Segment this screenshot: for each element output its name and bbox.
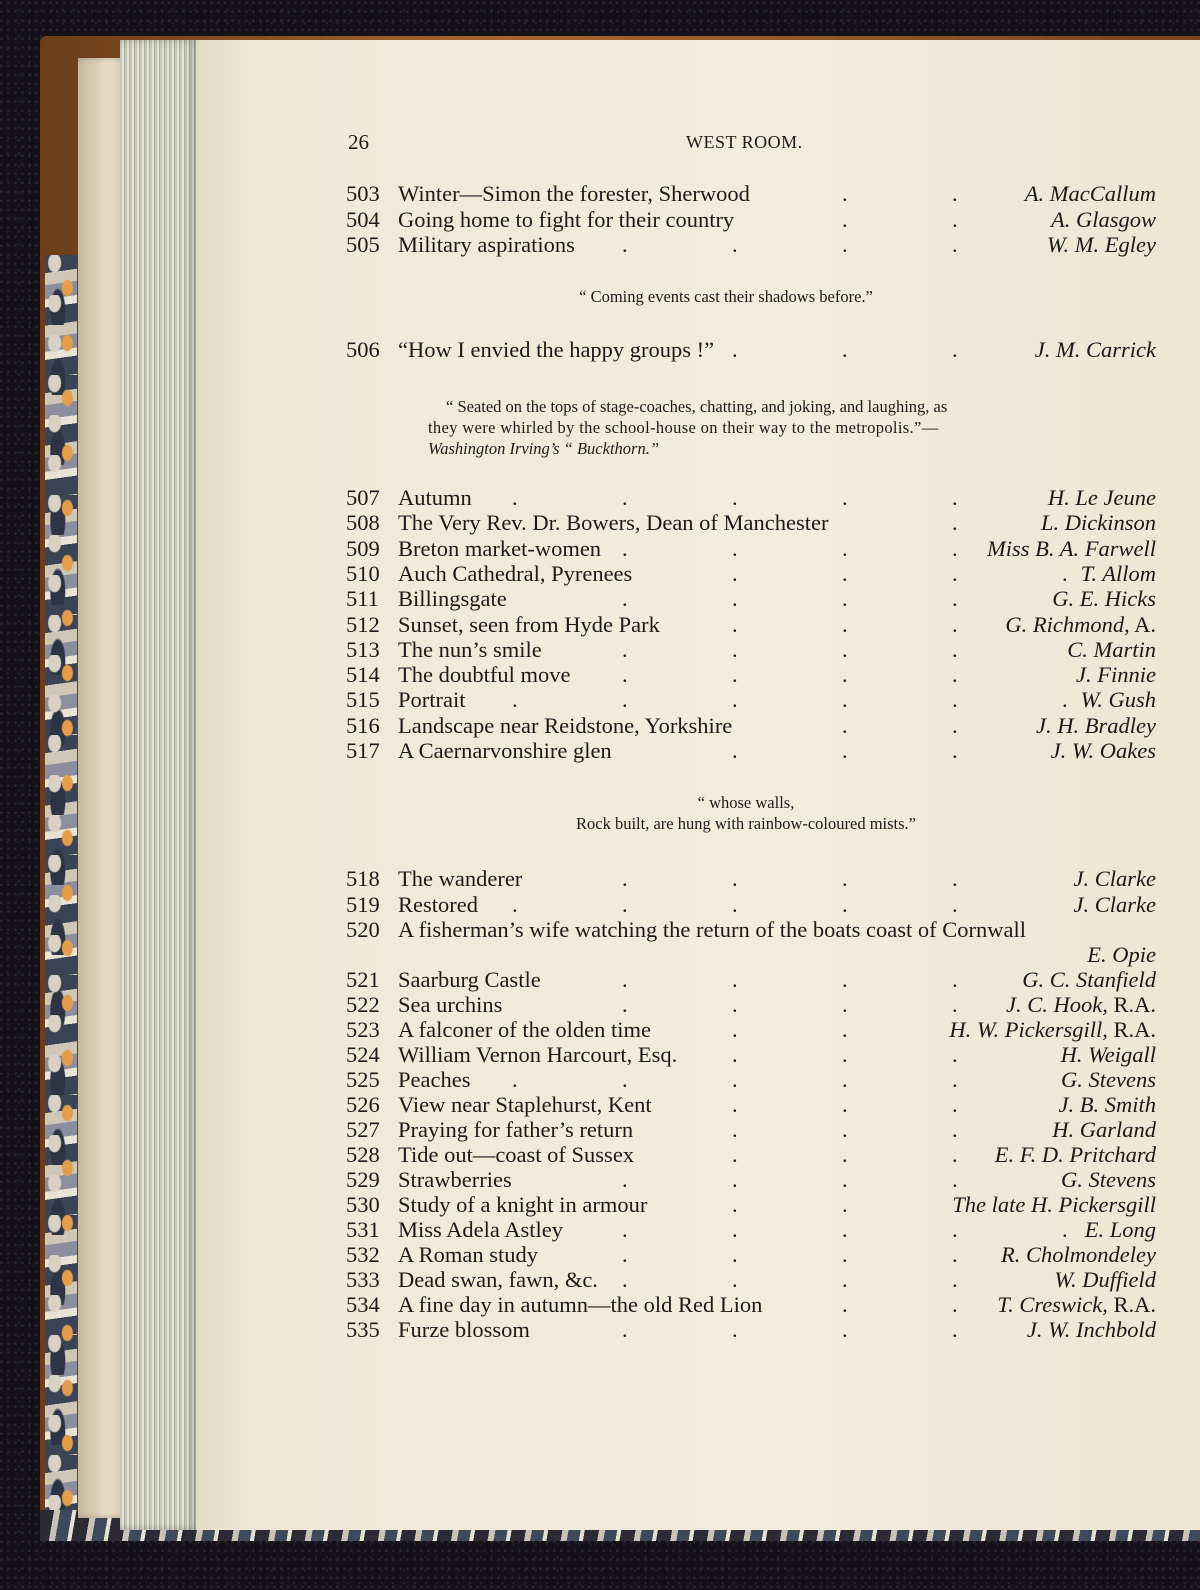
dot-leader: . — [952, 1067, 958, 1092]
dot-leader: . — [732, 1217, 738, 1242]
entry-number: 532 — [346, 1242, 380, 1267]
entry-title: Praying for father’s return — [398, 1117, 634, 1142]
dot-leader: . — [842, 1267, 848, 1292]
entry-title: The nun’s smile — [398, 636, 542, 662]
entry-number: 506 — [346, 337, 380, 362]
dot-leader: . — [732, 992, 738, 1017]
artist-name: J. Clarke — [1073, 866, 1156, 891]
page-edges — [120, 40, 200, 1530]
artist-name: W. Gush — [1080, 687, 1156, 713]
dot-leader: . — [1062, 560, 1068, 586]
entry-artist — [1085, 1217, 1156, 1243]
dot-leader: . — [732, 611, 738, 637]
dot-leader: . — [842, 1317, 848, 1342]
dot-leader: . — [842, 1092, 848, 1117]
entry-number: 526 — [346, 1092, 380, 1117]
dot-leader: . — [732, 1192, 738, 1217]
entry-number: 525 — [346, 1067, 380, 1092]
entry-artist — [1067, 637, 1156, 663]
entry-artist — [1006, 992, 1156, 1018]
artist-name: J. M. Carrick — [1034, 337, 1156, 362]
catalogue-entry — [346, 892, 1156, 918]
catalogue-entry — [346, 510, 1156, 536]
catalogue-entry — [346, 232, 1156, 258]
dot-leader: . — [952, 510, 958, 536]
dot-leader: . — [622, 586, 628, 612]
artist-name: G. E. Hicks — [1052, 586, 1156, 612]
entry-artist — [1061, 1042, 1156, 1068]
artist-distinction: R.A. — [1107, 992, 1156, 1017]
dot-leader: . — [952, 611, 958, 637]
dot-leader: . — [842, 1242, 848, 1267]
catalogue-entry — [346, 181, 1156, 207]
dot-leader: . — [842, 738, 848, 763]
catalogue-entry — [346, 586, 1156, 612]
entry-number: 505 — [346, 232, 380, 257]
dot-leader: . — [732, 1142, 738, 1167]
artist-name: T. Allom — [1080, 560, 1156, 586]
dot-leader: . — [842, 206, 848, 232]
dot-leader: . — [512, 891, 518, 917]
dot-leader: . — [732, 636, 738, 662]
dot-leader: . — [622, 891, 628, 917]
artist-distinction: A. — [1129, 611, 1156, 637]
dot-leader: . — [512, 1067, 518, 1092]
entry-artist — [952, 1192, 1156, 1218]
entry-artist — [1036, 713, 1156, 739]
entry-title: “How I envied the happy groups !” — [398, 337, 715, 362]
dot-leader: . — [1062, 1217, 1068, 1242]
dot-leader: . — [952, 485, 958, 510]
artist-name: A. Glasgow — [1050, 206, 1156, 232]
dot-leader: . — [842, 611, 848, 637]
entry-artist — [1061, 1167, 1156, 1193]
entry-artist: E. Opie — [1087, 942, 1156, 967]
entry-artist — [997, 1292, 1156, 1318]
dot-leader: . — [622, 636, 628, 662]
entry-title: A Caernarvonshire glen — [398, 738, 612, 763]
entry-number: 514 — [346, 662, 380, 688]
quote-irving-line1: “ Seated on the tops of stage-coaches, chatting, and joking, and laughing, as — [446, 397, 948, 416]
dot-leader: . — [732, 485, 738, 510]
artist-name: E. F. D. Pritchard — [994, 1142, 1156, 1167]
artist-name: C. Martin — [1067, 636, 1156, 662]
dot-leader: . — [732, 1267, 738, 1292]
entry-number: 531 — [346, 1217, 380, 1242]
dot-leader: . — [952, 1142, 958, 1167]
dot-leader: . — [842, 891, 848, 917]
dot-leader: . — [732, 232, 738, 257]
quote-irving-line3: Washington Irving’s “ Buckthorn.” — [428, 439, 660, 458]
artist-name: E. Long — [1084, 1217, 1156, 1242]
dot-leader: . — [842, 712, 848, 738]
entry-artist — [1081, 561, 1156, 587]
entry-artist — [1001, 1242, 1156, 1268]
entry-title: Sunset, seen from Hyde Park — [398, 611, 660, 637]
quote-irving — [428, 396, 1078, 459]
entry-title: A Roman study — [398, 1242, 539, 1267]
dot-leader: . — [1062, 687, 1068, 713]
entry-number: 522 — [346, 992, 380, 1017]
catalogue-entry — [346, 967, 1156, 993]
entry-number: 520 — [346, 917, 380, 942]
quote-mists-line1: “ whose walls, — [697, 793, 795, 812]
artist-name: A. MacCallum — [1024, 181, 1156, 206]
entry-number: 519 — [346, 891, 380, 917]
catalogue-entry — [346, 1292, 1156, 1318]
catalogue-entry — [346, 207, 1156, 233]
dot-leader: . — [842, 337, 848, 362]
entry-artist — [949, 1017, 1156, 1043]
catalogue-entry — [346, 536, 1156, 562]
entry-artist — [1005, 612, 1156, 638]
artist-name: H. Garland — [1052, 1117, 1156, 1142]
artist-name: G. C. Stanfield — [1022, 967, 1156, 992]
dot-leader: . — [622, 1317, 628, 1342]
entry-artist — [1047, 232, 1156, 258]
dot-leader: . — [732, 967, 738, 992]
dot-leader: . — [952, 1167, 958, 1192]
dot-leader: . — [732, 738, 738, 763]
dot-leader: . — [952, 1217, 958, 1242]
artist-name: J. B. Smith — [1058, 1092, 1156, 1117]
entry-title: The Very Rev. Dr. Bowers, Dean of Manchester — [398, 510, 829, 536]
dot-leader: . — [622, 1067, 628, 1092]
entry-title: Billingsgate — [398, 586, 507, 612]
dot-leader: . — [842, 232, 848, 257]
dot-leader: . — [952, 866, 958, 891]
dot-leader: . — [732, 1017, 738, 1042]
entry-title: Breton market-women — [398, 535, 602, 561]
dot-leader: . — [842, 1192, 848, 1217]
dot-leader: . — [622, 866, 628, 891]
dot-leader: . — [732, 1067, 738, 1092]
dot-leader: . — [842, 1017, 848, 1042]
entry-artist — [1025, 181, 1156, 207]
entry-artist — [1074, 892, 1156, 918]
dot-leader: . — [952, 992, 958, 1017]
dot-leader: . — [732, 1167, 738, 1192]
entry-title: Study of a knight in armour — [398, 1192, 648, 1217]
dot-leader: . — [732, 662, 738, 688]
dot-leader: . — [952, 535, 958, 561]
entry-artist — [1048, 485, 1156, 511]
catalogue-entry — [346, 1217, 1156, 1243]
entry-number: 518 — [346, 866, 380, 891]
dot-leader: . — [952, 891, 958, 917]
entry-number: 523 — [346, 1017, 380, 1042]
entry-artist — [1051, 738, 1156, 764]
artist-distinction: R.A. — [1107, 1292, 1156, 1317]
dot-leader: . — [732, 687, 738, 713]
dot-leader: . — [952, 636, 958, 662]
dot-leader: . — [622, 992, 628, 1017]
entry-title: The wanderer — [398, 866, 523, 891]
entry-title: Landscape near Reidstone, Yorkshire — [398, 712, 733, 738]
dot-leader: . — [842, 687, 848, 713]
page-number: 26 — [348, 130, 369, 154]
entry-title: Going home to fight for their country — [398, 206, 735, 232]
dot-leader: . — [842, 1117, 848, 1142]
catalogue-entry — [346, 1317, 1156, 1343]
dot-leader: . — [732, 866, 738, 891]
entry-artist — [1051, 207, 1156, 233]
entry-artist — [1061, 1067, 1156, 1093]
dot-leader: . — [952, 206, 958, 232]
dot-leader: . — [952, 232, 958, 257]
dot-leader: . — [842, 1042, 848, 1067]
entry-title: Winter—Simon the forester, Sherwood — [398, 181, 750, 206]
dot-leader: . — [732, 337, 738, 362]
entry-number: 528 — [346, 1142, 380, 1167]
entry-title: Strawberries — [398, 1167, 512, 1192]
catalogue-entry-520-artist-line — [346, 942, 1156, 968]
dot-leader: . — [732, 535, 738, 561]
entry-artist — [1027, 1317, 1156, 1343]
marbled-endpaper — [45, 255, 77, 1510]
dot-leader: . — [952, 1292, 958, 1317]
dot-leader: . — [952, 1117, 958, 1142]
entry-artist — [1052, 1117, 1156, 1143]
entry-title: A falconer of the olden time — [398, 1017, 652, 1042]
dot-leader: . — [622, 687, 628, 713]
artist-name: L. Dickinson — [1041, 510, 1156, 536]
dot-leader: . — [622, 535, 628, 561]
entry-number: 511 — [346, 586, 379, 612]
entry-title: Military aspirations — [398, 232, 575, 257]
dot-leader: . — [842, 485, 848, 510]
entry-number: 504 — [346, 206, 380, 232]
catalogue-page — [196, 40, 1200, 1530]
dot-leader: . — [842, 967, 848, 992]
artist-name: J. W. Inchbold — [1026, 1317, 1156, 1342]
artist-name: J. W. Oakes — [1050, 738, 1156, 763]
entry-artist — [1076, 662, 1156, 688]
entry-number: 507 — [346, 485, 380, 510]
entry-number: 534 — [346, 1292, 380, 1317]
dot-leader: . — [842, 1167, 848, 1192]
catalogue-entry — [346, 1267, 1156, 1293]
entry-number: 512 — [346, 611, 380, 637]
dot-leader: . — [512, 485, 518, 510]
dot-leader: . — [842, 586, 848, 612]
dot-leader: . — [952, 560, 958, 586]
artist-name: H. W. Pickersgill, — [949, 1017, 1108, 1042]
artist-name: J. Clarke — [1073, 891, 1156, 917]
dot-leader: . — [622, 1267, 628, 1292]
dot-leader: . — [732, 560, 738, 586]
quote-rainbow-mists — [496, 792, 996, 834]
entry-title: Furze blossom — [398, 1317, 530, 1342]
dot-leader: . — [842, 1067, 848, 1092]
entry-title: View near Staplehurst, Kent — [398, 1092, 652, 1117]
dot-leader: . — [842, 560, 848, 586]
dot-leader: . — [952, 1042, 958, 1067]
artist-name: Miss B. A. Farwell — [987, 535, 1156, 561]
entry-title: A fine day in autumn—the old Red Lion — [398, 1292, 763, 1317]
artist-distinction: R.A. — [1107, 1017, 1156, 1042]
catalogue-entry — [346, 1192, 1156, 1218]
entry-title: The doubtful move — [398, 662, 571, 688]
catalogue-entry — [346, 1117, 1156, 1143]
entry-title: Portrait — [398, 687, 466, 713]
dot-leader: . — [732, 1092, 738, 1117]
dot-leader: . — [952, 1092, 958, 1117]
artist-name: G. Stevens — [1061, 1067, 1156, 1092]
artist-name: J. H. Bradley — [1036, 712, 1156, 738]
entry-title: William Vernon Harcourt, Esq. — [398, 1042, 678, 1067]
catalogue-entry — [346, 1142, 1156, 1168]
entry-artist — [1059, 1092, 1156, 1118]
entry-title: Dead swan, fawn, &c. — [398, 1267, 598, 1292]
entry-artist — [1035, 337, 1156, 363]
entry-number: 509 — [346, 535, 380, 561]
entry-artist — [1022, 967, 1156, 993]
catalogue-entry — [346, 337, 1156, 363]
catalogue-entry — [346, 561, 1156, 587]
dot-leader: . — [952, 1242, 958, 1267]
catalogue-entry — [346, 662, 1156, 688]
entry-artist — [1041, 510, 1156, 536]
dot-leader: . — [842, 181, 848, 206]
catalogue-entry — [346, 866, 1156, 892]
entry-number: 533 — [346, 1267, 380, 1292]
artist-name: J. C. Hook, — [1006, 992, 1108, 1017]
entry-artist — [1054, 1267, 1156, 1293]
entry-artist — [995, 1142, 1156, 1168]
artist-name: The late H. Pickersgill — [952, 1192, 1156, 1217]
dot-leader: . — [842, 662, 848, 688]
artist-name: G. Stevens — [1061, 1167, 1156, 1192]
catalogue-entry — [346, 1067, 1156, 1093]
dot-leader: . — [952, 967, 958, 992]
dot-leader: . — [952, 1317, 958, 1342]
catalogue-entry — [346, 612, 1156, 638]
dot-leader: . — [622, 1167, 628, 1192]
dot-leader: . — [952, 712, 958, 738]
catalogue-entry — [346, 1092, 1156, 1118]
quote-irving-line2: they were whirled by the school-house on their way to the metropolis.”— — [428, 418, 939, 437]
dot-leader: . — [732, 586, 738, 612]
dot-leader: . — [622, 232, 628, 257]
dot-leader: . — [732, 891, 738, 917]
dot-leader: . — [952, 662, 958, 688]
catalogue-entry — [346, 687, 1156, 713]
catalogue-entry — [346, 992, 1156, 1018]
entry-number: 510 — [346, 560, 380, 586]
entry-title: Restored — [398, 891, 478, 917]
entry-title: Tide out—coast of Sussex — [398, 1142, 635, 1167]
entry-number: 503 — [346, 181, 380, 206]
dot-leader: . — [732, 1242, 738, 1267]
dot-leader: . — [842, 1217, 848, 1242]
entry-number: 517 — [346, 738, 380, 763]
entry-title: Auch Cathedral, Pyrenees — [398, 560, 633, 586]
entry-number: 508 — [346, 510, 380, 536]
entry-title: A fisherman’s wife watching the return of the boats coast of Cornwall — [398, 917, 1026, 942]
artist-name: G. Richmond, — [1005, 611, 1130, 637]
catalogue-entry — [346, 637, 1156, 663]
entry-title: Miss Adela Astley — [398, 1217, 564, 1242]
dot-leader: . — [952, 586, 958, 612]
entry-number: 513 — [346, 636, 380, 662]
entry-number: 535 — [346, 1317, 380, 1342]
running-head: WEST ROOM. — [686, 132, 803, 152]
catalogue-entry — [346, 1017, 1156, 1043]
dot-leader: . — [732, 1042, 738, 1067]
artist-name: W. Duffield — [1054, 1267, 1156, 1292]
entry-artist — [987, 536, 1156, 562]
quote-coming-events: “ Coming events cast their shadows before.” — [579, 287, 873, 306]
dot-leader: . — [842, 1142, 848, 1167]
dot-leader: . — [622, 485, 628, 510]
catalogue-entry — [346, 1042, 1156, 1068]
entry-number: 524 — [346, 1042, 380, 1067]
dot-leader: . — [952, 738, 958, 763]
dot-leader: . — [952, 181, 958, 206]
artist-name: H. Weigall — [1060, 1042, 1156, 1067]
catalogue-entry — [346, 1167, 1156, 1193]
dot-leader: . — [952, 1267, 958, 1292]
dot-leader: . — [622, 1217, 628, 1242]
artist-name: W. M. Egley — [1046, 232, 1156, 257]
dot-leader: . — [842, 636, 848, 662]
entry-number: 529 — [346, 1167, 380, 1192]
entry-number: 530 — [346, 1192, 380, 1217]
dot-leader: . — [952, 337, 958, 362]
entry-artist — [1081, 687, 1156, 713]
dot-leader: . — [512, 687, 518, 713]
entry-number: 516 — [346, 712, 380, 738]
dot-leader: . — [842, 992, 848, 1017]
dot-leader: . — [952, 687, 958, 713]
entry-artist — [1074, 866, 1156, 892]
entry-number: 515 — [346, 687, 380, 713]
dot-leader: . — [842, 866, 848, 891]
catalogue-entry — [346, 738, 1156, 764]
catalogue-entry-520 — [346, 917, 1156, 943]
entry-artist — [1052, 586, 1156, 612]
dot-leader: . — [622, 662, 628, 688]
artist-name: J. Finnie — [1076, 662, 1156, 688]
artist-name: T. Creswick, — [997, 1292, 1108, 1317]
dot-leader: . — [732, 1317, 738, 1342]
entry-number: 521 — [346, 967, 380, 992]
dot-leader: . — [622, 1242, 628, 1267]
dot-leader: . — [732, 1117, 738, 1142]
dot-leader: . — [842, 535, 848, 561]
dot-leader: . — [622, 967, 628, 992]
dot-leader: . — [842, 1292, 848, 1317]
quote-mists-line2: Rock built, are hung with rainbow-coloured mists.” — [575, 814, 916, 833]
entry-title: Autumn — [398, 485, 472, 510]
entry-title: Sea urchins — [398, 992, 503, 1017]
catalogue-entry — [346, 1242, 1156, 1268]
artist-name: R. Cholmondeley — [1001, 1242, 1156, 1267]
artist-name: H. Le Jeune — [1047, 485, 1156, 510]
catalogue-entry — [346, 713, 1156, 739]
entry-title: Peaches — [398, 1067, 471, 1092]
entry-number: 527 — [346, 1117, 380, 1142]
entry-title: Saarburg Castle — [398, 967, 541, 992]
catalogue-entry — [346, 485, 1156, 511]
page-header — [196, 130, 1156, 162]
